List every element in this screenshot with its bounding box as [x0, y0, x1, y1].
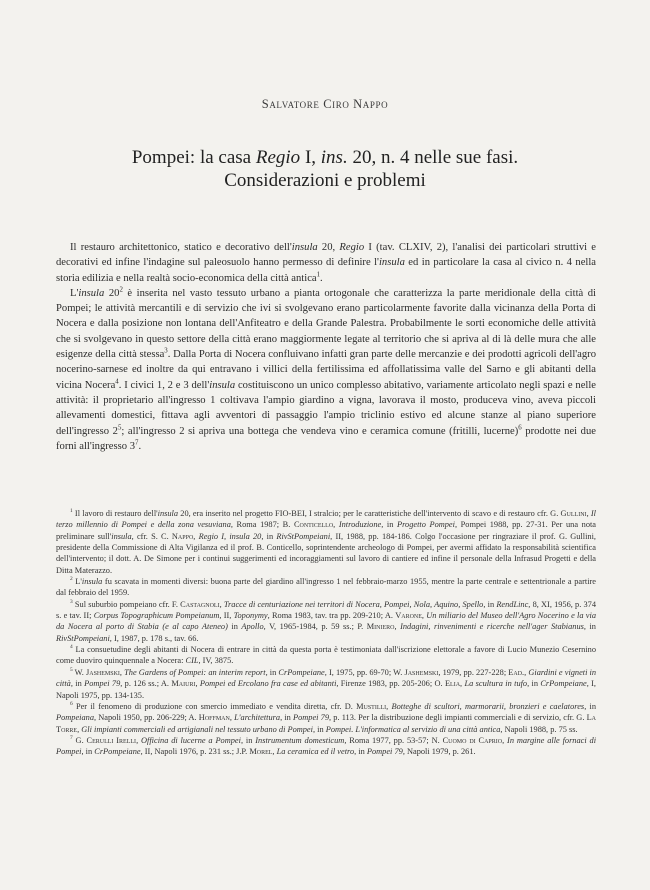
text: Maiuri — [171, 679, 196, 689]
text: I (tav. CLXIV, 2), l'analisi dei particolari struttivi e decorativi ed infine l'indagine sul paleosuolo hanno permesso di definire l' — [56, 242, 597, 269]
paragraph-2 — [56, 286, 596, 454]
footnote-number: 5 — [70, 667, 73, 674]
footnote-number: 7 — [70, 735, 73, 742]
text: RivStPompeiani — [56, 633, 110, 643]
text: Varone — [395, 611, 422, 621]
text: . Dalla Porta di Nocera confluivano infatti gran parte delle mercanzie e dei prodotti agricoli dell'agro nocerino-sarnese ed inoltre da qui entravano i villici della fertilissima ed affollatissima valle del Sarno e gli abitanti della vicina Nocera — [56, 349, 596, 391]
text: ed in particolare la casa al civico n. 4 nella storia edilizia e nella realtà socio-economica della città antica — [56, 257, 597, 284]
text: La consuetudine degli abitanti di Nocera di entrare in città da questa porta è testimoniata dall'iscrizione elettorale a favore di Lucio Munezio Cesernino come duoviro quinquennale a Nocera: — [56, 645, 596, 666]
text: Jashemski — [404, 667, 439, 677]
text: Progetto Pompei — [396, 520, 455, 530]
text: , — [119, 667, 125, 677]
text: Il restauro architettonico, statico e decorativo dell' — [70, 242, 292, 253]
text: In margine alle fornaci di Pompei — [56, 735, 597, 757]
text: Il lavoro di restauro dell' — [72, 509, 158, 518]
footnote-ref[interactable]: 4 — [115, 378, 119, 386]
footnote-7 — [56, 735, 596, 758]
text: insula — [111, 531, 132, 541]
text: costituiscono un unico complesso abitativo, variamente articolato negli spazi e nelle attività: il proprietario all'ingresso 1 coltivava l'ampio giardino a vigna, lavorava il mosto, produceva vino, aveva piccoli allevamenti domestici, fittava agli avventori di passaggio l'ampio triclinio estivo ed alcune stanze al piano superiore dell'ingresso 2 — [56, 379, 596, 437]
text: CrPompeiane — [540, 679, 587, 689]
text: La scultura in tufo — [464, 679, 528, 689]
footnote-ref[interactable]: 1 — [316, 271, 321, 279]
text: Regio I, insula 20 — [198, 531, 262, 541]
text: Hoffman — [198, 713, 230, 723]
text: , in — [261, 531, 277, 541]
text: , in — [70, 679, 85, 689]
text: , in — [483, 599, 497, 609]
footnote-3 — [56, 599, 596, 644]
text: , in — [240, 735, 256, 745]
text: Pompei. L'informatica al servizio di una città antica — [325, 724, 501, 734]
footnote-ref[interactable]: 3 — [164, 347, 168, 355]
text: L' — [70, 287, 79, 299]
text: prodotte nei due forni all'ingresso 3 — [56, 425, 596, 452]
text: , I, 1987, p. 178 s., tav. 66. — [109, 633, 199, 643]
text: , — [77, 724, 82, 734]
text: Gullini — [560, 509, 587, 518]
text: , in — [381, 520, 397, 530]
text: , — [386, 701, 392, 711]
text: Corpus Topographicum Pompeianum — [93, 611, 220, 621]
text: insula — [81, 577, 103, 587]
text: , — [193, 531, 199, 541]
text: RivStPompeiani — [276, 531, 331, 541]
text: Pompei 79 — [293, 713, 330, 723]
text: insula — [209, 379, 236, 391]
text: insula — [378, 257, 405, 269]
text: Nappo — [171, 531, 194, 541]
text: Un miliario del Museo dell'Agro Nocerino e la via da Nocera al porto di Stabia (e al capo Ateneo) — [56, 611, 596, 632]
paragraph-1 — [56, 240, 596, 286]
text: , — [586, 509, 591, 518]
text: fu scavata in momenti diversi: buona parte del giardino all'ingresso 1 nel febbraio-marzo 1955, mentre la parte centrale e settentrionale a partire dal febbraio del 1959. — [56, 577, 597, 598]
text: G. — [72, 735, 87, 745]
text: CIL — [185, 656, 199, 666]
text: Pompei ed Ercolano fra case ed abitanti — [199, 679, 337, 689]
text: , p. 113. Per la distribuzione degli impianti commerciali e di servizio, cfr. G. — [329, 713, 587, 723]
text: insula — [78, 287, 105, 299]
text: ; all'ingresso 2 si apriva una bottega che vendeva vino e ceramica comune (fritilli, lucerne) — [121, 425, 519, 437]
text: , in — [81, 747, 95, 757]
footnote-2 — [56, 576, 596, 599]
text: 20, era inserito nel progetto FIO-BEI, I stralcio; per le caratteristiche dell'intervento di scavo e di restauro cfr. G. — [178, 509, 561, 518]
text: , Firenze 1983, pp. 205-206; O. — [336, 679, 445, 689]
footnote-1 — [56, 508, 596, 576]
text: , — [229, 713, 235, 723]
text: , — [219, 599, 224, 609]
text: , II, Napoli 1976, p. 231 ss.; J.P. — [140, 747, 250, 757]
author-name: Salvatore Ciro Nappo — [261, 97, 389, 111]
text: , 1979, pp. 227-228; — [438, 667, 509, 677]
text: , Roma 1987; B. — [230, 520, 294, 530]
text: Castagnoli — [180, 599, 220, 609]
text: Pompeiana — [56, 713, 95, 723]
article-title — [0, 146, 650, 192]
text: , in — [583, 622, 596, 632]
text: Introduzione — [338, 520, 382, 530]
text: Miniero — [366, 622, 395, 632]
text: RendLinc — [496, 599, 529, 609]
footnote-number: 4 — [70, 644, 73, 651]
text: Toponymy — [233, 611, 268, 621]
text: , in — [527, 679, 541, 689]
text: 20 — [104, 287, 120, 299]
text: , p. 126 ss.; A. — [120, 679, 172, 689]
text: , Napoli 1988, p. 75 ss. — [500, 724, 578, 734]
text: CrPompeiane — [278, 667, 325, 677]
text: , — [272, 747, 277, 757]
footnotes — [56, 508, 596, 758]
text: Cuomo di Caprio — [442, 735, 503, 745]
text: . I civici 1, 2 e 3 dell' — [118, 379, 210, 391]
text: Mustilli — [356, 701, 387, 711]
title-line-2: Considerazioni e problemi — [224, 170, 426, 191]
text: Pompei 79 — [84, 679, 121, 689]
text: insula — [291, 242, 318, 253]
text: , II, — [219, 611, 234, 621]
text: , V, 1965-1984, p. 59 ss.; P. — [263, 622, 367, 632]
text: , I, 1975, pp. 69-70; W. — [324, 667, 405, 677]
text: , I, Napoli 1975, pp. 134-135. — [56, 679, 597, 700]
text: , — [195, 679, 200, 689]
text: Regio — [339, 242, 365, 253]
text: , — [460, 679, 465, 689]
text: CrPompeiane — [94, 747, 141, 757]
footnote-number: 1 — [70, 508, 73, 515]
footnote-4 — [56, 644, 596, 667]
text: W. — [72, 667, 86, 677]
text: Pompei 79 — [366, 747, 403, 757]
text: Giardini e vigneti in città — [56, 667, 597, 689]
footnote-5 — [56, 667, 596, 701]
text: , 8, XI, 1956, p. 374 s. e tav. II; — [56, 599, 597, 621]
text: Botteghe di scultori, marmorarii, bronzieri e caelatores — [391, 701, 585, 711]
text: , cfr. S. C. — [131, 531, 172, 541]
text: L' — [72, 577, 82, 587]
text: , — [333, 520, 339, 530]
text: , — [502, 735, 508, 745]
footnote-ref[interactable]: 2 — [119, 286, 123, 294]
text: , in — [584, 701, 597, 711]
text: Apollo — [241, 622, 264, 632]
text: Morel — [249, 747, 273, 757]
text: L'architettura — [234, 713, 281, 723]
text: Conticello — [293, 520, 334, 530]
text: Jashemski — [86, 667, 120, 677]
text: , in — [312, 724, 326, 734]
title-text: Regio — [255, 147, 301, 168]
footnote-6 — [56, 701, 596, 735]
text: La Torre — [56, 713, 597, 734]
text: The Gardens of Pompei: an interim report — [124, 667, 266, 677]
text: . — [138, 440, 142, 452]
footnote-ref[interactable]: 5 — [117, 424, 122, 432]
text: . — [320, 272, 323, 284]
text: Per il fenomeno di produzione con smercio immediato e vendita diretta, cfr. D. — [72, 701, 357, 711]
text: Il terzo millennio di Pompei e della zona vesuviana — [56, 509, 596, 530]
text: Gli impianti commerciali ed artigianali nel tessuto urbano di Pompei — [81, 724, 313, 734]
text: , in — [354, 747, 367, 757]
title-text: 20, n. 4 nelle sue fasi. — [347, 147, 519, 168]
text: Officina di lucerne a Pompei — [141, 735, 241, 745]
text: Ead. — [508, 667, 525, 677]
text: 20, — [317, 242, 340, 253]
text: Elia — [444, 679, 461, 689]
text: , — [394, 622, 401, 632]
title-text: I, — [300, 147, 321, 168]
text: Sul suburbio pompeiano cfr. F. — [72, 599, 181, 609]
text: , Roma 1977, pp. 53-57; N. — [344, 735, 443, 745]
text: , in — [280, 713, 294, 723]
text: , Napoli 1950, pp. 206-229; A. — [94, 713, 199, 723]
text: Instrumentum domesticum — [255, 735, 345, 745]
text: è inserita nel vasto tessuto urbano a pianta ortogonale che caratterizza la parte meridionale della città di Pompei; le attività mercantili e di servizio che ivi si svolgevano erano particolarmente favorite dalla vicinanza della Porta di Nocera e dalla posizione non lontana dell'Anfiteatro e della Grande Palestra. Probabilmente le sorti economiche delle attività che si svolgevano in questo settore della città erano maggiormente legate al territorio che si apriva al di là delle mura che alle esigenze della città stessa — [56, 287, 596, 361]
footnote-number: 6 — [70, 701, 73, 708]
text: in — [227, 622, 242, 632]
title-line-1 — [0, 146, 650, 169]
text: , Roma 1983, tav. tra pp. 209-210; A. — [267, 611, 396, 621]
text: , Pompei 1988, pp. 27-31. Per una nota preliminare sull' — [56, 520, 597, 541]
text: , IV, 3875. — [198, 656, 234, 666]
footnote-ref[interactable]: 7 — [135, 439, 139, 447]
footnote-ref[interactable]: 6 — [518, 424, 522, 432]
text: , II, 1988, pp. 184-186. Colgo l'occasione per ringraziare il prof. G. Gullini, presidente della Commissione di Alta Vigilanza ed il prof. B. Conticello, soprintendente archeologo di Pompei, per avermi affidato la responsabilità scientifica dell'intervento; il dott. A. De Simone per i continui suggerimenti ed incoraggiamenti sul lavoro di cantiere ed infine il personale della Infrasud Progetti e della Ditta Materazzo. — [56, 531, 597, 575]
title-text: ins. — [320, 147, 348, 168]
text: Indagini, rinvenimenti e ricerche nell'ager Stabianus — [400, 622, 584, 632]
text: Cerulli Irelli — [86, 735, 137, 745]
text: , in — [265, 667, 279, 677]
title-text: Pompei: la casa — [131, 147, 256, 168]
footnote-number: 2 — [70, 576, 73, 583]
text: , — [136, 735, 142, 745]
body-text — [56, 240, 596, 454]
text: , — [421, 611, 427, 621]
text: Tracce di centuriazione nei territori di Nocera, Pompei, Nola, Aquino, Spello — [223, 599, 484, 609]
text: La ceramica ed il vetro — [276, 747, 355, 757]
text: , — [524, 667, 529, 677]
footnote-number: 3 — [70, 598, 73, 605]
text: insula — [157, 509, 179, 518]
text: , Napoli 1979, p. 261. — [402, 747, 476, 757]
